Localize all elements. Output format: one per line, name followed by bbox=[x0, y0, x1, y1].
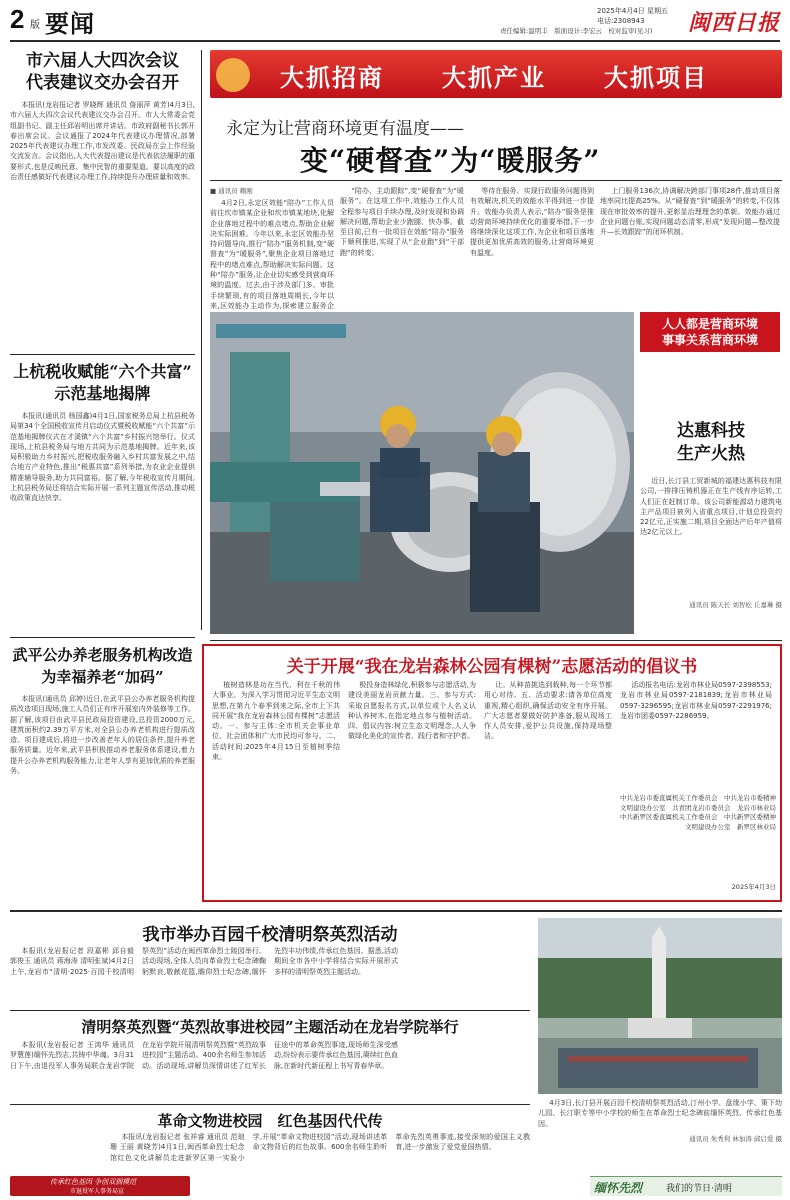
bottom-section-rule bbox=[10, 910, 782, 912]
article1-headline: 市六届人大四次会议 代表建议交办会召开 bbox=[26, 51, 179, 93]
proposal-col-4: 活动报名电话:龙岩市林业局0597-2398553;龙岩市林业局0597-2181839;龙岩市林业局0597-3296595;龙岩市林业局0597-2291976;龙岩市团委0597-2286959。 bbox=[620, 681, 772, 720]
proposal-col-1: 植树造林是功在当代、利在千秋的伟大事业。为深入学习贯彻习近平生态文明思想,在第九个春季到来之际,全市上下共同开展“我在龙岩森林公园有棵树”志愿活动。一、参与主体:全市机关企事业单位、社会团体和广大市民均可参与。二、活动时间:2025年4月15日至植树季结束。 bbox=[212, 681, 340, 762]
slogan-line-1: 人人都是营商环境 bbox=[661, 317, 758, 331]
kf-caption bbox=[640, 420, 782, 634]
qm-divider-2 bbox=[10, 1104, 530, 1105]
footer-right-tag: 缅怀先烈 bbox=[594, 1181, 643, 1195]
banner-slogan-1: 大抓招商 bbox=[280, 63, 384, 92]
memorial-photo-caption: 4月3日,长汀县开展百园千校清明祭英烈活动,汀州小学、盘缘小学、策下幼儿园、长汀职专等中小学校的师生在革命烈士纪念碑前缅怀英烈、传承红色基因。 bbox=[538, 1099, 782, 1128]
qm-article3-headline: 革命文物进校园 红色基因代代传 bbox=[157, 1112, 383, 1130]
footer-left-line1: 传承红色基因 争创双拥模范 bbox=[50, 1178, 137, 1186]
article2-headline: 上杭税收赋能“六个共富” 示范基地揭牌 bbox=[13, 362, 192, 403]
kf-caption-credit: 通讯员 陈天长 刘智松 丘嘉琳 摄 bbox=[689, 601, 782, 609]
memorial-photo-credit: 通讯员 朱秀利 林加涛 邱启爱 摄 bbox=[689, 1135, 782, 1143]
section-title: 要闻 bbox=[45, 9, 95, 38]
header-rule bbox=[10, 40, 780, 42]
campaign-col-3: 等待在服务、实现行政服务问题得到有效解决,机关的效能水平得到进一步提升。效能办负责人表示,“陪办”服务是推动营商环境持续优化的重要举措,下一步将继续深化这项工作,为企业和项目落地提供更加优质高效的服务,让营商环境更有温度。 bbox=[470, 187, 594, 257]
memorial-photo bbox=[538, 918, 782, 1094]
article2-body: 本报讯(通讯员 杨国鑫)4月1日,国家税务总局上杭县税务局第34个全国税收宣传月启动仪式暨税收赋能“六个共富”示范基地揭牌仪式在才溪镇“六个共富”乡村振兴馆举行。仪式现场,上杭县税务局与地方共同为示范基地揭牌。近年来,该局积极助力乡村振兴,把税收服务融入乡村共富发展之中,结合地方产业特色,推出“税惠共富”系列举措,为农业企业提供精准辅导服务,助力共同富裕。据了解,今年税收宣传月期间,上杭县税务局还将结合实际开展一系列主题宣传活动,推动税收政策直达快享。 bbox=[10, 412, 195, 503]
proposal-title: 关于开展“我在龙岩森林公园有棵树”志愿活动的倡议书 bbox=[286, 657, 698, 677]
banner-ornament bbox=[216, 58, 250, 92]
banner-slogan-3: 大抓项目 bbox=[604, 63, 708, 92]
campaign-rule bbox=[210, 180, 782, 181]
campaign-kicker: 永定为让营商环境更有温度—— bbox=[226, 119, 464, 139]
factory-photo bbox=[210, 312, 634, 634]
divider bbox=[10, 354, 195, 355]
section-rule bbox=[210, 640, 782, 641]
qm-divider-1 bbox=[10, 1010, 530, 1011]
masthead-logo: 闽西日报 bbox=[688, 10, 781, 36]
footer-left-line2: 市退役军人事务局宣 bbox=[70, 1188, 125, 1195]
campaign-byline: ■ 通讯员 赖刚 bbox=[210, 187, 253, 195]
campaign-headline: 变“硬督查”为“暖服务” bbox=[300, 144, 601, 177]
qm-article2-headline: 清明祭英烈暨“英烈故事进校园”主题活动在龙岩学院举行 bbox=[81, 1018, 459, 1036]
proposal-signers: 中共龙岩市委直属机关工作委员会 中共龙岩市委精神文明建设办公室 共青团龙岩市委员会 龙岩市林业局 中共新罗区委直属机关工作委员会 中共新罗区委精神文明建设办公室 新罗区林业局 bbox=[620, 794, 783, 831]
slogan-line-2: 事事关系营商环境 bbox=[661, 333, 758, 347]
proposal-col-3: 让。从种苗挑选到栽种,每一个环节都用心对待。五、活动要求:请各单位高度重视,精心组织,确保活动安全有序开展。广大志愿者要做好防护准备,服从现场工作人员安排,爱护公共设施,保持现场整洁。 bbox=[484, 681, 612, 741]
page-header bbox=[0, 0, 790, 40]
editor-credits: 责任编辑:温明丰 版面设计:李宏云 校对监审(见习) bbox=[500, 27, 653, 35]
banner-slogan-2: 大抓产业 bbox=[442, 63, 546, 92]
phone-line: 电话:2308943 bbox=[597, 17, 645, 25]
kf-caption-text: 近日,长汀县工贸新城的福建达惠科技有限公司,一排排压铸机器正在生产线有序运转,工人们正在赶制订单。该公司新能源动力建筑电主产品项目被列入省重点项目,计划总投资约22亿元,正实施二期,项目全面达产后年产值将达2亿元以上。 bbox=[640, 477, 782, 537]
slogan-box bbox=[640, 312, 780, 352]
article1-body: 本报讯(龙岩报记者 罗晓辉 通讯员 詹丽萍 黄芳)4月3日,市六届人大四次会议代表建议交办会召开。市人大常委会党组副书记、副主任邱岩明出席并讲话。市政府副秘书长郭开春出席会议。会议通报了2024年代表建议办理情况,部署2025年代表建议办理工作,市发改委、民政局在会上作经验交流发言。会议指出,人大代表提出建议是代表依法履职的重要形式,也是反映民意、集中民智的重要渠道。要以高度的政治责任感做好代表建议办理工作,持续提升办理质量和效率。 bbox=[10, 101, 195, 182]
article3-headline: 武平公办养老服务机构改造 为幸福养老“加码” bbox=[12, 646, 193, 686]
proposal-box bbox=[202, 644, 782, 902]
campaign-banner bbox=[210, 50, 782, 98]
campaign-col-2: “陪办、主动跟踪”,变“硬督查”为“暖服务”。在这项工作中,效能办工作人员全程参与项目手续办理,及时发现和协调解决问题,帮助企业少跑腿、快办事。截至目前,已有一批项目在效能“陪办”服务下顺利推进,实现了从“企业跑”到“干部跑”的转变。 bbox=[340, 187, 464, 257]
qm-article3-body: 本报讯(龙岩报记者 张祥睿 通讯员 范琅珊 王丽 黄晓芳)4月1日,闽西革命烈士纪念馆红色文化讲解员走进新罗区第一实验小学,开展“革命文物进校园”活动,现场讲述革命文物背后的红色故事。600余名师生聆听革命先烈英勇事迹,接受深刻的爱国主义教育,进一步激发了爱党爱国热情。 bbox=[110, 1133, 530, 1162]
page-number: 2 bbox=[10, 4, 25, 34]
proposal-date: 2025年4月3日 bbox=[731, 883, 776, 891]
issue-date: 2025年4月4日 星期五 bbox=[597, 7, 668, 15]
footer-right-text: 我们的节日·清明 bbox=[666, 1184, 732, 1194]
qm-article2-body: 本报讯(龙岩报记者 王鸿华 通讯员 罗慧莲)缅怀先烈志,共铸中华魂。3月31日下午,由退役军人事务局联合龙岩学院在龙岩学院开展清明祭英烈暨“英烈故事进校园”主题活动。400余名师生参加活动。活动现场,讲解员深情讲述了红军长征途中的革命英烈事迹,现场师生深受感动,纷纷表示要传承红色基因,赓续红色血脉,在新时代新征程上书写青春华章。 bbox=[10, 1041, 398, 1070]
kf-caption-title: 达惠科技 生产火热 bbox=[677, 421, 745, 464]
qm-article1-body: 本报讯(龙岩报记者 段嘉彬 邱自毅 郭俊玉 通讯员 蒋海涛 清明张斌)4月2日上午,龙岩市“清明·2025·百园千校清明祭英烈”活动在闽西革命烈士陵园举行。活动现场,全体人员向革命烈士纪念碑鞠躬默哀,敬献花篮,瞻仰烈士纪念碑,缅怀先烈丰功伟绩,传承红色基因。据悉,活动期间全市各中小学将结合实际开展形式多样的清明祭英烈主题活动。 bbox=[10, 947, 398, 976]
column-separator bbox=[201, 50, 202, 630]
campaign-col-1: 4月2日,永定区效能“陪办”工作人员前往坎市镇某企业和坎市镇某地块,化解企业落地过程中的难点堵点,帮助企业解决实际困难。今年以来,永定区效能办坚持问题导向,推行“陪办”服务机制,变“硬督查”为“暖服务”,聚焦企业项目落地过程中的堵点难点,帮助解决实际问题。这种“陪办”服务,让企业切实感受到营商环境的温度。过去,由于涉及部门多、审批手续繁琐,有的项目落地周期长,今年以来,区效能办主动作为,探索建立服务企 bbox=[210, 199, 334, 310]
campaign-col-4: 上门服务136次,协调解决跨部门事项28件,推动项目落地率同比提高25%。从“硬督查”到“暖服务”的转变,不仅体现在审批效率的提升,更彰显治理理念的革新。效能办通过企业问题台账,实现问题动态清零,形成“发现问题—整改提升—长效跟踪”的闭环机制。 bbox=[600, 187, 780, 237]
page-unit: 版 bbox=[30, 20, 40, 31]
proposal-col-2: 极投身造林绿化,积极参与志愿活动,为建设美丽龙岩贡献力量。三、参与方式:采取自愿报名方式,以单位或个人名义认种认养树木,在指定地点参与植树活动。四、倡议内容:树立生态文明理念,人人争做绿化美化的宣传者、践行者和守护者。 bbox=[348, 681, 476, 741]
footer-right-badge bbox=[590, 1176, 782, 1196]
article3-body: 本报讯(通讯员 邱婷)近日,在武平县公办养老服务机构提质改造项目现场,施工人员们正有序开展室内外装修等工作。据了解,该项目由武平县民政局投资建设,总投资2000万元,建筑面积约2.39万平方米,对全县公办养老机构进行提质改造。项目建成后,将进一步改善老年人的居住条件,提升养老服务质量。近年来,武平县积极推动养老服务体系建设,着力提升公办养老机构服务能力,让老年人享有更加优质的养老服务。 bbox=[10, 695, 195, 776]
divider bbox=[10, 637, 195, 638]
left-column bbox=[10, 50, 195, 955]
footer-left-badge bbox=[10, 1176, 190, 1196]
qm-article1-headline: 我市举办百园千校清明祭英烈活动 bbox=[142, 925, 398, 945]
